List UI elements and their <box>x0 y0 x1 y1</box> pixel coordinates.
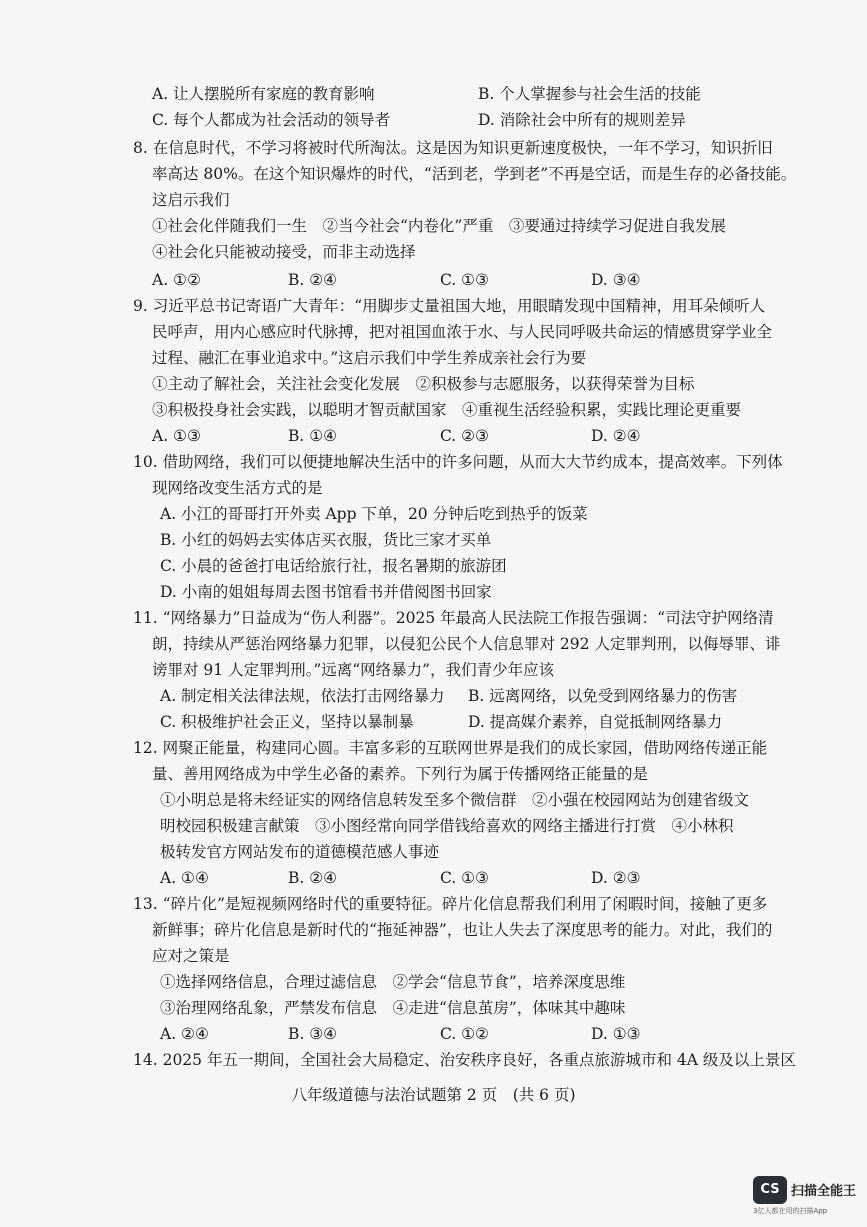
q8-stem-line1: 8. 在信息时代，不学习将被时代所淘汰。这是因为知识更新速度极快，一年不学习，知识折旧 <box>133 139 773 157</box>
q13-statements-2: ③治理网络乱象，严禁发布信息 ④走进“信息茧房”，体味其中趣味 <box>160 999 626 1017</box>
q12-statements-1: ①小明总是将未经证实的网络信息转发至多个微信群 ②小强在校园网站为创建省级文 <box>160 791 750 809</box>
q11-stem-line1: 11. “网络暴力”日益成为“伤人利器”。2025 年最高人民法院工作报告强调：“司法守护网络清 <box>133 609 774 627</box>
q10-option-a: A. 小江的哥哥打开外卖 App 下单，20 分钟后吃到热乎的饭菜 <box>160 505 588 523</box>
q13-stem-line2: 新鲜事；碎片化信息是新时代的“拖延神器”，也让人失去了深度思考的能力。对此，我们的 <box>152 921 773 939</box>
q8-option-a: A. ①② <box>152 271 201 289</box>
q7-option-d: D. 消除社会中所有的规则差异 <box>478 111 686 129</box>
camscanner-logo-icon: CS <box>753 1176 787 1204</box>
q9-statements-1: ①主动了解社会，关注社会变化发展 ②积极参与志愿服务，以获得荣誉为目标 <box>152 375 695 393</box>
q7-option-a: A. 让人摆脱所有家庭的教育影响 <box>152 85 375 103</box>
page-footer: 八年级道德与法治试题第 2 页 (共 6 页) <box>291 1086 576 1104</box>
q12-statements-3: 极转发官方网站发布的道德模范感人事迹 <box>160 843 440 861</box>
q8-option-d: D. ③④ <box>591 271 641 289</box>
q11-option-b: B. 远离网络，以免受到网络暴力的伤害 <box>468 687 738 705</box>
q10-option-b: B. 小红的妈妈去实体店买衣服，货比三家才买单 <box>160 531 492 549</box>
q9-option-a: A. ①③ <box>152 427 201 445</box>
q11-option-d: D. 提高媒介素养，自觉抵制网络暴力 <box>468 713 723 731</box>
q7-option-b: B. 个人掌握参与社会生活的技能 <box>478 85 701 103</box>
q12-option-c: C. ①③ <box>440 869 489 887</box>
q13-option-a: A. ②④ <box>160 1025 209 1043</box>
q10-stem-line2: 现网络改变生活方式的是 <box>152 479 323 497</box>
scanner-watermark <box>753 1176 857 1216</box>
q13-stem-line1: 13. “碎片化”是短视频网络时代的重要特征。碎片化信息帮我们利用了闲暇时间，接触了更多 <box>133 895 768 913</box>
q8-statements-1: ①社会化伴随我们一生 ②当今社会“内卷化”严重 ③要通过持续学习促进自我发展 <box>152 217 726 235</box>
q12-stem-line1: 12. 网聚正能量，构建同心圆。丰富多彩的互联网世界是我们的成长家园，借助网络传递正能 <box>133 739 768 757</box>
watermark-tagline: 3亿人都在用的扫描App <box>753 1207 828 1215</box>
q8-statements-2: ④社会化只能被动接受，而非主动选择 <box>152 243 416 261</box>
q8-stem-line2: 率高达 80%。在这个知识爆炸的时代，“活到老，学到老”不再是空话，而是生存的必备技能。 <box>152 165 797 183</box>
q9-option-c: C. ②③ <box>440 427 489 445</box>
q8-option-c: C. ①③ <box>440 271 489 289</box>
q13-option-d: D. ①③ <box>591 1025 641 1043</box>
q11-stem-line3: 谤罪对 91 人定罪判刑。”远离“网络暴力”，我们青少年应该 <box>152 661 555 679</box>
q9-stem-line2: 民呼声，用内心感应时代脉搏，把对祖国血浓于水、与人民同呼吸共命运的情感贯穿学业全 <box>152 323 773 341</box>
q12-stem-line2: 量、善用网络成为中学生必备的素养。下列行为属于传播网络正能量的是 <box>152 765 649 783</box>
q13-option-c: C. ①② <box>440 1025 489 1043</box>
q10-option-c: C. 小晨的爸爸打电话给旅行社，报名暑期的旅游团 <box>160 557 507 575</box>
q11-option-c: C. 积极维护社会正义，坚持以暴制暴 <box>160 713 414 731</box>
q14-stem-line1: 14. 2025 年五一期间，全国社会大局稳定、治安秩序良好，各重点旅游城市和 4A 级及以上景区 <box>133 1051 796 1069</box>
q8-stem-line3: 这启示我们 <box>152 191 230 209</box>
q13-option-b: B. ③④ <box>288 1025 338 1043</box>
q9-stem-line1: 9. 习近平总书记寄语广大青年：“用脚步丈量祖国大地，用眼睛发现中国精神，用耳朵倾听人 <box>133 297 766 315</box>
q12-option-d: D. ②③ <box>591 869 641 887</box>
q9-stem-line3: 过程、融汇在事业追求中。”这启示我们中学生养成亲社会行为要 <box>152 349 587 367</box>
q12-option-b: B. ②④ <box>288 869 338 887</box>
q13-stem-line3: 应对之策是 <box>152 947 230 965</box>
q11-option-a: A. 制定相关法律法规，依法打击网络暴力 <box>160 687 445 705</box>
q13-statements-1: ①选择网络信息，合理过滤信息 ②学会“信息节食”，培养深度思维 <box>160 973 626 991</box>
q12-statements-2: 明校园积极建言献策 ③小图经常向同学借钱给喜欢的网络主播进行打赏 ④小林积 <box>160 817 734 835</box>
q9-statements-2: ③积极投身社会实践，以聪明才智贡献国家 ④重视生活经验积累，实践比理论更重要 <box>152 401 742 419</box>
q9-option-d: D. ②④ <box>591 427 641 445</box>
q11-stem-line2: 朗，持续从严惩治网络暴力犯罪，以侵犯公民个人信息罪对 292 人定罪判刑，以侮辱罪、诽 <box>152 635 781 653</box>
watermark-brand: 扫描全能王 <box>791 1184 857 1199</box>
q7-option-c: C. 每个人都成为社会活动的领导者 <box>152 111 391 129</box>
q8-option-b: B. ②④ <box>288 271 338 289</box>
q9-option-b: B. ①④ <box>288 427 338 445</box>
q10-stem-line1: 10. 借助网络，我们可以便捷地解决生活中的许多问题，从而大大节约成本，提高效率。下列体 <box>133 453 783 471</box>
q10-option-d: D. 小南的姐姐每周去图书馆看书并借阅图书回家 <box>160 583 492 601</box>
q12-option-a: A. ①④ <box>160 869 209 887</box>
